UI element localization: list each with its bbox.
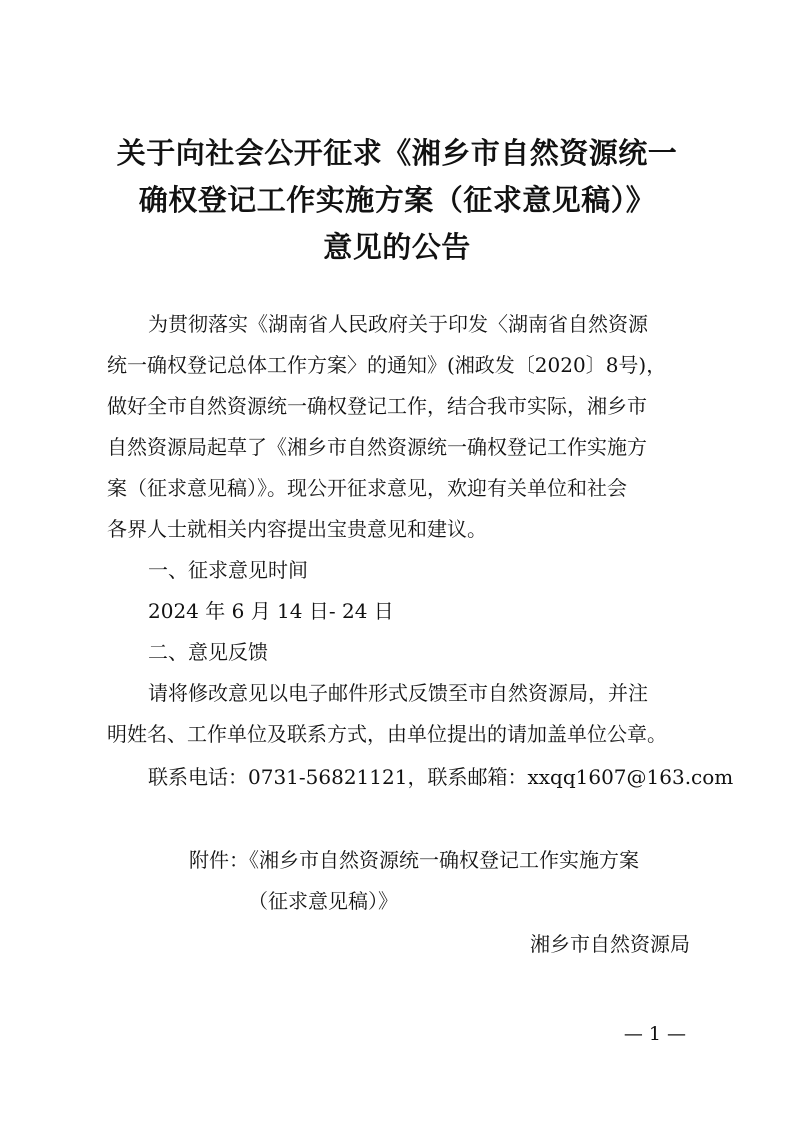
intro-line: 案（征求意见稿）》。现公开征求意见，欢迎有关单位和社会 [107,476,627,500]
attachment-line-1: 附件：《湘乡市自然资源统一确权登记工作实施方案 [189,848,639,872]
title-line-2: 确权登记工作实施方案（征求意见稿）》 [138,183,656,217]
title-line-1: 关于向社会公开征求《湘乡市自然资源统一 [116,136,678,170]
section-heading-feedback: 二、意见反馈 [148,640,268,664]
feedback-line: 明姓名、工作单位及联系方式，由单位提出的请加盖单位公章。 [107,722,667,746]
issuer-signature: 湘乡市自然资源局 [530,932,690,956]
page-title [60,130,734,271]
intro-line: 各界人士就相关内容提出宝贵意见和建议。 [107,517,487,541]
intro-line: 统一确权登记总体工作方案〉的通知》(湘政发〔2020〕8号)， [107,353,667,377]
contact-info: 联系电话：0731-56821121，联系邮箱：xxqq1607@163.com [148,765,734,789]
section-heading-time: 一、征求意见时间 [148,558,308,582]
title-line-3: 意见的公告 [323,230,471,264]
attachment-line-2: （征求意见稿）》 [248,889,398,913]
feedback-line: 请将修改意见以电子邮件形式反馈至市自然资源局，并注 [148,681,648,705]
consultation-dates: 2024 年 6 月 14 日- 24 日 [148,599,394,623]
page-number: — 1 — [623,1023,686,1045]
intro-line: 自然资源局起草了《湘乡市自然资源统一确权登记工作实施方 [107,435,647,459]
intro-line: 为贯彻落实《湖南省人民政府关于印发〈湖南省自然资源 [148,312,648,336]
intro-line: 做好全市自然资源统一确权登记工作，结合我市实际，湘乡市 [107,394,647,418]
